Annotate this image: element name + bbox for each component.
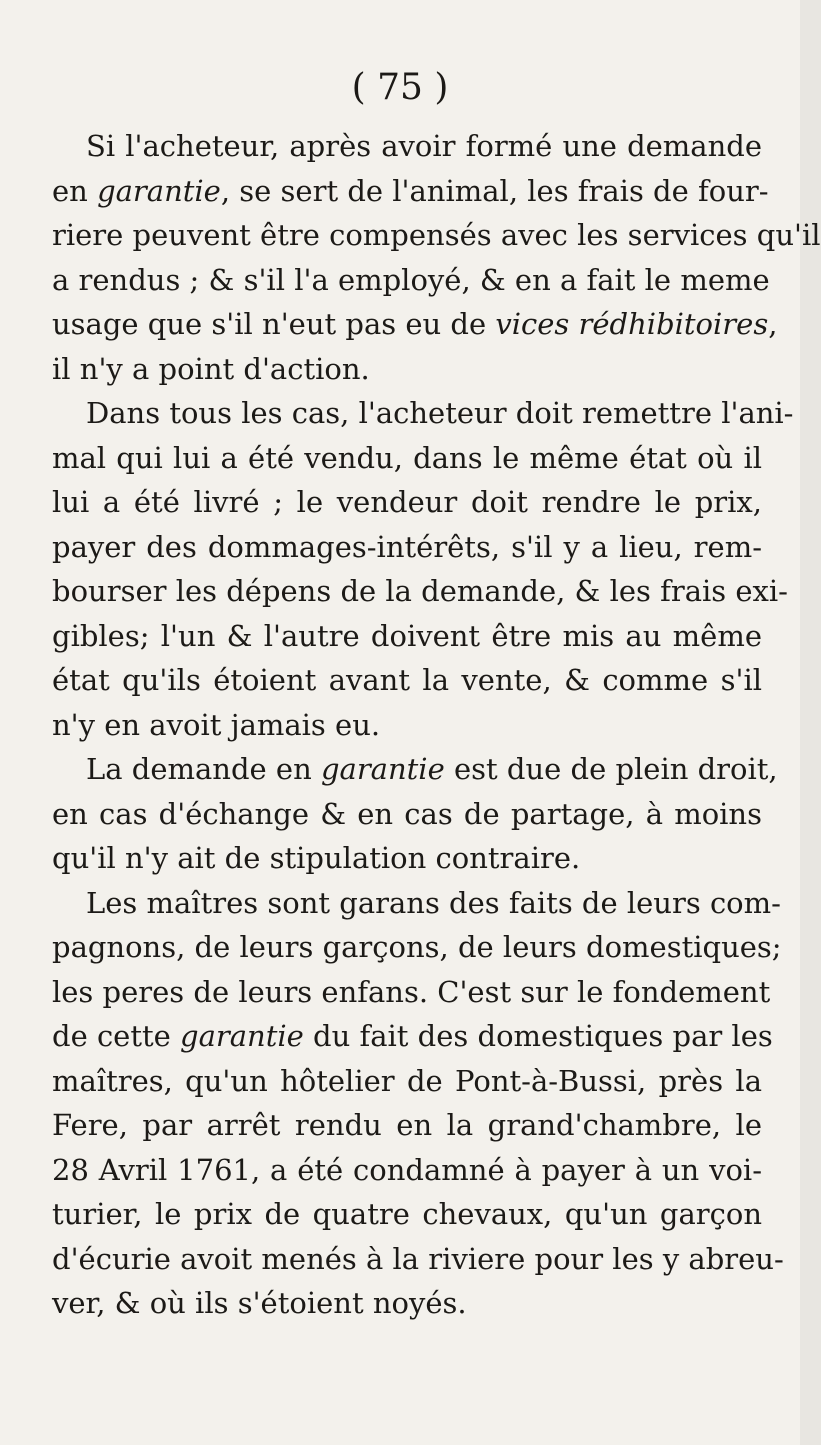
text-line [52, 614, 762, 659]
text-line [52, 1281, 762, 1326]
body-text [52, 124, 821, 1326]
text-line [52, 881, 781, 926]
text-line [52, 1059, 762, 1104]
text-segment: en cas d'échange & en cas de partage, à moins [52, 796, 762, 831]
text-segment: qu'il n'y ait de stipulation contraire. [52, 841, 581, 875]
text-segment: il n'y a point d'action. [52, 351, 370, 386]
text-segment: Fere, par arrêt rendu en la grand'chambre, le [52, 1108, 762, 1142]
text-segment: ver, & où ils s'étoient noyés. [52, 1286, 467, 1320]
text-line [52, 1192, 762, 1237]
text-segment: lui a été livré ; le vendeur doit rendre le prix, [52, 485, 762, 519]
text-line [52, 302, 778, 347]
text-line [52, 213, 821, 258]
italic-term: vices rédhibitoires [495, 307, 769, 341]
text-segment: est due de plein droit, [444, 752, 778, 786]
text-segment: mal qui lui a été vendu, dans le même état où il [52, 440, 762, 475]
text-segment: en [52, 173, 98, 208]
text-segment: bourser les dépens de la demande, & les frais exi- [52, 574, 788, 608]
text-line [52, 391, 794, 436]
text-line [52, 747, 778, 792]
text-segment: état qu'ils étoient avant la vente, & comme s'il [52, 663, 762, 697]
text-segment: maîtres, qu'un hôtelier de Pont-à-Bussi, près la [52, 1063, 762, 1098]
text-line [52, 124, 762, 169]
italic-term: garantie [97, 173, 221, 208]
text-segment: La demande en [86, 752, 321, 786]
text-segment: , [768, 307, 778, 341]
text-line [52, 480, 762, 525]
text-segment: les peres de leurs enfans. C'est sur le fondement [52, 974, 771, 1009]
text-line [52, 1014, 773, 1059]
text-segment: riere peuvent être compensés avec les services qu'il [52, 218, 821, 252]
text-line [52, 970, 771, 1015]
text-segment: n'y en avoit jamais eu. [52, 707, 381, 742]
page-number: ( 75 ) [351, 67, 449, 108]
text-segment: du fait des domestiques par les [303, 1019, 773, 1053]
text-segment: payer des dommages-intérêts, s'il y a lieu, rem- [52, 529, 762, 564]
text-segment: Si l'acheteur, après avoir formé une demande [86, 129, 762, 163]
text-line [52, 836, 762, 881]
text-line [52, 347, 762, 392]
text-line [52, 525, 762, 570]
text-line [52, 658, 762, 703]
text-line [52, 436, 762, 481]
text-segment: de cette [52, 1019, 181, 1053]
text-segment: Les maîtres sont garans des faits de leurs com- [86, 885, 781, 920]
text-line [52, 1103, 762, 1148]
text-segment: d'écurie avoit menés à la riviere pour les y abreu- [52, 1241, 784, 1276]
italic-term: garantie [180, 1019, 304, 1053]
text-segment: pagnons, de leurs garçons, de leurs domestiques; [52, 930, 782, 964]
text-segment: turier, le prix de quatre chevaux, qu'un garçon [52, 1197, 762, 1231]
text-segment: Dans tous les cas, l'acheteur doit remettre l'ani- [86, 396, 794, 430]
text-line [52, 258, 770, 303]
text-segment: 28 Avril 1761, a été condamné à payer à un voi- [52, 1152, 762, 1187]
text-segment: a rendus ; & s'il l'a employé, & en a fait le meme [52, 262, 770, 297]
text-line [52, 925, 782, 970]
text-segment: usage que s'il n'eut pas eu de [52, 307, 496, 341]
italic-term: garantie [320, 752, 445, 786]
text-line [52, 169, 769, 214]
text-line [52, 1237, 784, 1282]
text-segment: , se sert de l'animal, les frais de four- [220, 173, 769, 208]
text-line [52, 792, 762, 837]
text-line [52, 703, 762, 748]
text-line [52, 569, 788, 614]
text-segment: gibles; l'un & l'autre doivent être mis au même [52, 618, 762, 653]
text-line [52, 1148, 762, 1193]
